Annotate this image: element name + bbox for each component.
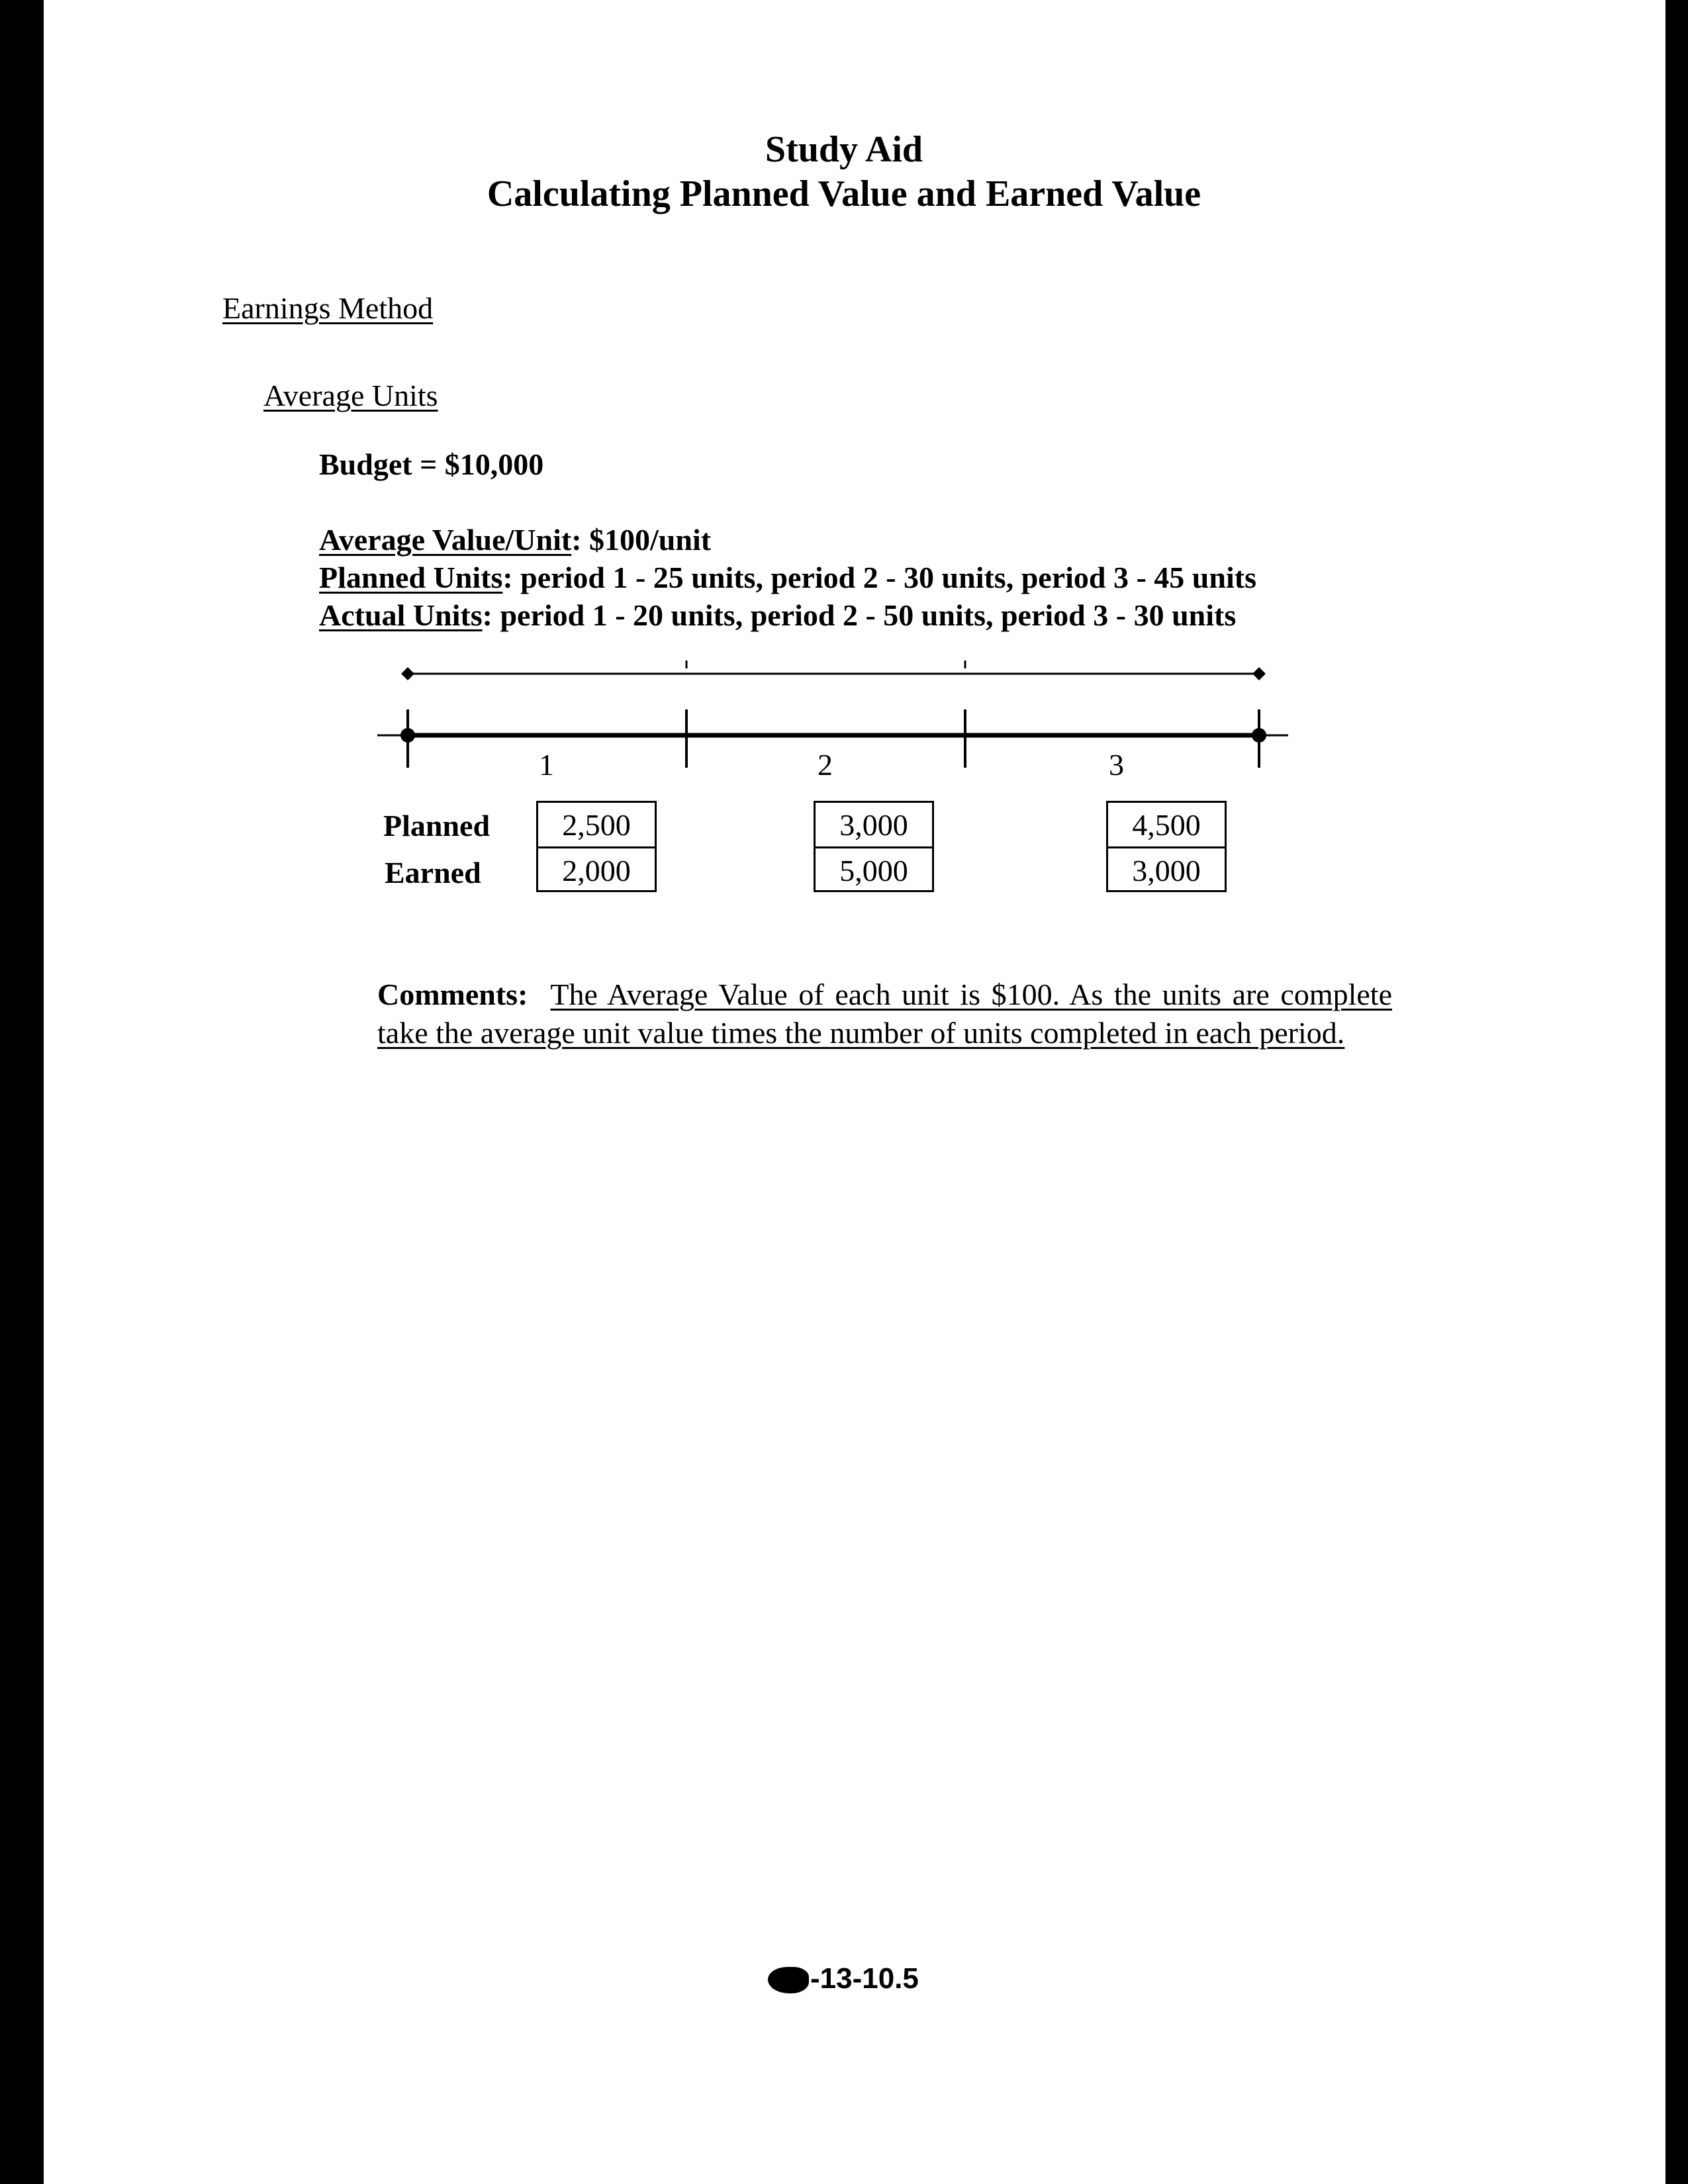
subsection-heading: Average Units xyxy=(263,379,438,412)
average-value-value: : $100/unit xyxy=(571,523,712,557)
budget-line: Budget = $10,000 xyxy=(319,447,544,481)
planned-row-label: Planned xyxy=(383,809,491,842)
earned-value-period-2: 5,000 xyxy=(839,853,908,887)
page-footer xyxy=(768,1962,919,1995)
planned-value-period-3: 4,500 xyxy=(1108,803,1225,848)
earned-value-period-1: 2,000 xyxy=(562,853,631,887)
value-box-period-2 xyxy=(814,801,934,892)
period-label-3: 3 xyxy=(1109,748,1124,782)
page-title: Study Aid xyxy=(765,129,923,170)
actual-units-label: Actual Units xyxy=(319,598,483,632)
main-timeline xyxy=(377,709,1288,768)
period-label-2: 2 xyxy=(818,748,833,782)
planned-value-period-2: 3,000 xyxy=(816,803,932,848)
value-box-period-3 xyxy=(1106,801,1227,892)
average-value-label: Average Value/Unit xyxy=(319,523,572,557)
comments-text: The Average Value of each unit is $100. As the units are complete take the average unit value times the number of units completed in each period. xyxy=(377,978,1392,1050)
earned-row-label: Earned xyxy=(385,856,481,889)
planned-units-value: : period 1 - 25 units, period 2 - 30 units, period 3 - 45 units xyxy=(502,561,1256,594)
actual-units-value: : period 1 - 20 units, period 2 - 50 units, period 3 - 30 units xyxy=(482,598,1237,632)
page-subtitle: Calculating Planned Value and Earned Value xyxy=(487,173,1201,214)
comments-label: Comments: xyxy=(377,978,528,1011)
planned-value-period-1: 2,500 xyxy=(538,803,655,848)
timeline-diagram xyxy=(0,0,1688,927)
comments-block xyxy=(377,976,1392,1052)
ink-blot-mark xyxy=(768,1967,809,1993)
value-box-period-1 xyxy=(536,801,657,892)
earned-value-period-3: 3,000 xyxy=(1132,853,1201,887)
upper-timeline xyxy=(401,660,1266,680)
footer-code: -13-10.5 xyxy=(810,1962,919,1995)
planned-units-label: Planned Units xyxy=(319,561,503,594)
section-heading: Earnings Method xyxy=(222,291,434,325)
period-label-1: 1 xyxy=(539,748,554,782)
